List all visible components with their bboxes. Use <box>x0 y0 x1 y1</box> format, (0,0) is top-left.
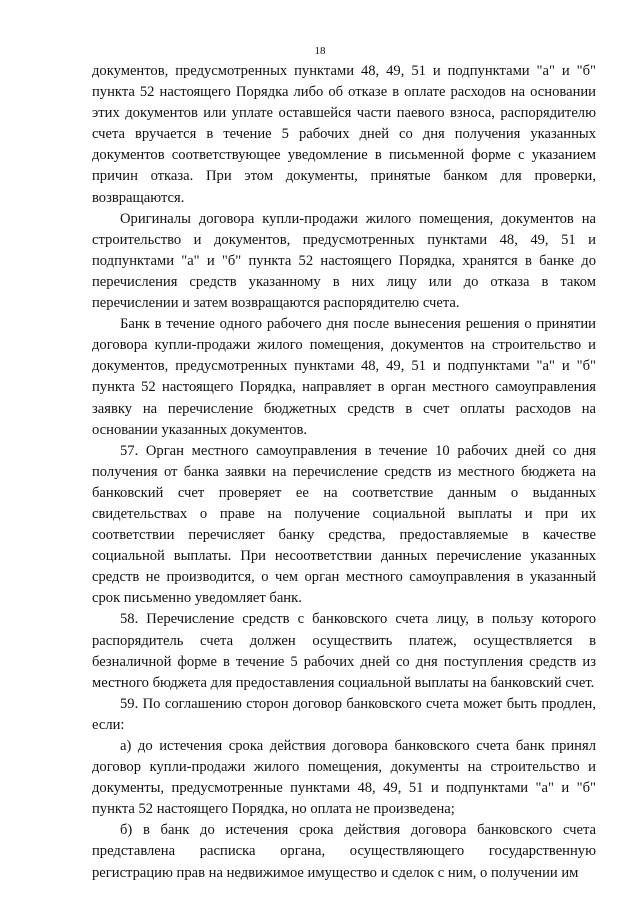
paragraph-item-59: 59. По соглашению сторон договор банковского счета может быть продлен, если: <box>92 695 596 733</box>
paragraph-bank-request: Банк в течение одного рабочего дня после вынесения решения о принятии договора купли-продажи жилого помещения, документов на строительство и документов, предусмотренных пунктами 48, 49, 51 и подпунктами "а" и "б" пункта 52 настоящего Порядка, направляет в орган местного самоуправления заявку на перечисление бюджетных средств в счет оплаты расходов на основании указанных документов. <box>92 316 596 438</box>
paragraph-subitem-a: а) до истечения срока действия договора банковского счета банк принял договор купли-продажи жилого помещения, документы на строительство и документы, предусмотренные пунктами 48, 49, 51 и подпунктами "а" и "б" пункта 52 настоящего Порядка, но оплата не произведена; <box>92 738 596 818</box>
paragraph-originals-storage: Оригиналы договора купли-продажи жилого помещения, документов на строительство и документов, предусмотренных пунктами 48, 49, 51 и подпунктами "а" и "б" пункта 52 настоящего Порядка, хранятся в банке до перечисления средств указанному в них лицу или до отказа в таком перечислении и затем возвращаются распорядителю счета. <box>92 210 596 312</box>
paragraph-item-58: 58. Перечисление средств с банковского счета лицу, в пользу которого распорядитель счета должен осуществить платеж, осуществляется в безналичной форме в течение 5 рабочих дней со дня поступления средств из местного бюджета для предоставления социальной выплаты на банковский счет. <box>92 611 596 691</box>
paragraph-continuation: документов, предусмотренных пунктами 48, 49, 51 и подпунктами "а" и "б" пункта 52 настоящего Порядка либо об отказе в оплате расходов на основании этих документов или уплате оставшейся части паевого взноса, распорядителю счета вручается в течение 5 рабочих дней со дня получения указанных документов соответствующее уведомление в письменной форме с указанием причин отказа. При этом документы, принятые банком для проверки, возвращаются. <box>92 63 596 206</box>
page-number: 18 <box>314 45 326 57</box>
paragraph-item-57: 57. Орган местного самоуправления в течение 10 рабочих дней со дня получения от банка заявки на перечисление средств из местного бюджета на банковский счет проверяет ее на соответствие данным о выданных свидетельствах о праве на получение социальной выплаты и при их соответствии перечисляет банку средства, предоставляемые в качестве социальной выплаты. При несоответствии данных перечисление указанных средств не производится, о чем орган местного самоуправления в указанный срок письменно уведомляет банк. <box>92 442 596 607</box>
paragraph-subitem-b: б) в банк до истечения срока действия договора банковского счета представлена расписка органа, осуществляющего государственную регистрацию прав на недвижимое имущество и сделок с ним, о получении им <box>92 822 596 881</box>
document-body <box>92 61 596 884</box>
